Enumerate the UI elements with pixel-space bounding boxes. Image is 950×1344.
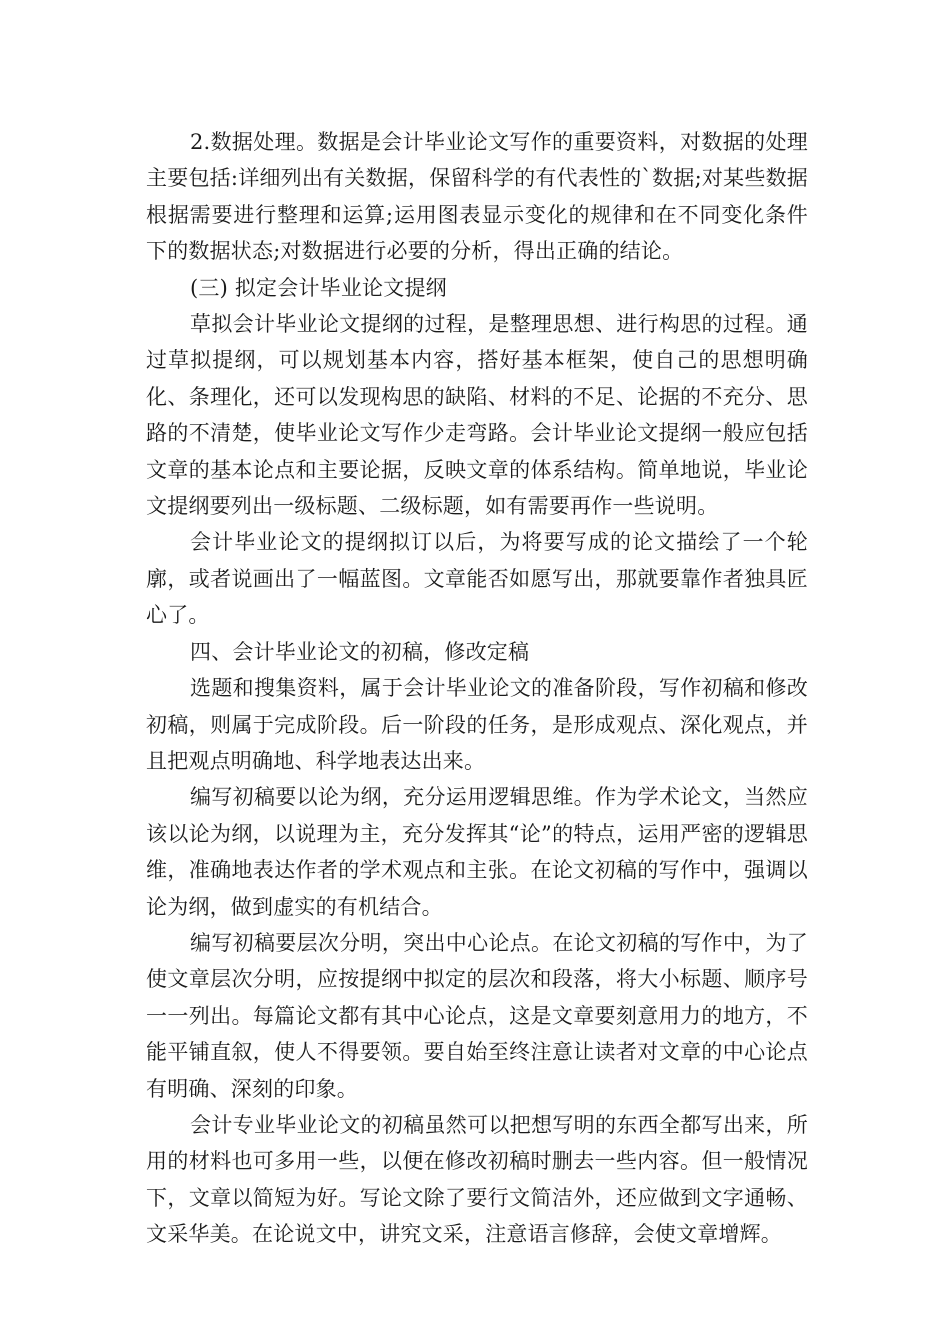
paragraph-draft-style: 会计专业毕业论文的初稿虽然可以把想写明的东西全都写出来，所用的材料也可多用一些，以便在修改初稿时删去一些内容。但一般情况下，文章以简短为好。写论文除了要行文简洁外，还应做到文字通畅、文采华美。在论说文中，讲究文采，注意语言修辞，会使文章增辉。	[146, 1112, 808, 1247]
paragraph-data-processing: 2.数据处理。数据是会计毕业论文写作的重要资料，对数据的处理主要包括:详细列出有关数据，保留科学的有代表性的`数据;对某些数据根据需要进行整理和运算;运用图表显示变化的规律和在不同变化条件下的数据状态;对数据进行必要的分析，得出正确的结论。	[146, 130, 808, 264]
paragraph-draft-logic: 编写初稿要以论为纲，充分运用逻辑思维。作为学术论文，当然应该以论为纲，以说理为主，充分发挥其“论”的特点，运用严密的逻辑思维，准确地表达作者的学术观点和主张。在论文初稿的写作中，强调以论为纲，做到虚实的有机结合。	[146, 785, 808, 919]
document-body	[146, 124, 808, 1253]
section-heading-draft-revision: 四、会计毕业论文的初稿，修改定稿	[190, 639, 530, 664]
paragraph-outline-process: 草拟会计毕业论文提纲的过程，是整理思想、进行构思的过程。通过草拟提纲，可以规划基本内容，搭好基本框架，使自己的思想明确化、条理化，还可以发现构思的缺陷、材料的不足、论据的不充分、思路的不清楚，使毕业论文写作少走弯路。会计毕业论文提纲一般应包括文章的基本论点和主要论据，反映文章的体系结构。简单地说，毕业论文提纲要列出一级标题、二级标题，如有需要再作一些说明。	[146, 312, 808, 519]
paragraph-draft-stages: 选题和搜集资料，属于会计毕业论文的准备阶段，写作初稿和修改初稿，则属于完成阶段。后一阶段的任务，是形成观点、深化观点，并且把观点明确地、科学地表达出来。	[146, 676, 808, 773]
paragraph-outline-blueprint: 会计毕业论文的提纲拟订以后，为将要写成的论文描绘了一个轮廓，或者说画出了一幅蓝图。文章能否如愿写出，那就要靠作者独具匠心了。	[146, 530, 808, 628]
paragraph-draft-structure: 编写初稿要层次分明，突出中心论点。在论文初稿的写作中，为了使文章层次分明，应按提纲中拟定的层次和段落，将大小标题、顺序号一一列出。每篇论文都有其中心论点，这是文章要刻意用力的地方，不能平铺直叙，使人不得要领。要自始至终注意让读者对文章的中心论点有明确、深刻的印象。	[146, 930, 808, 1101]
section-heading-outline: (三) 拟定会计毕业论文提纲	[190, 275, 447, 300]
